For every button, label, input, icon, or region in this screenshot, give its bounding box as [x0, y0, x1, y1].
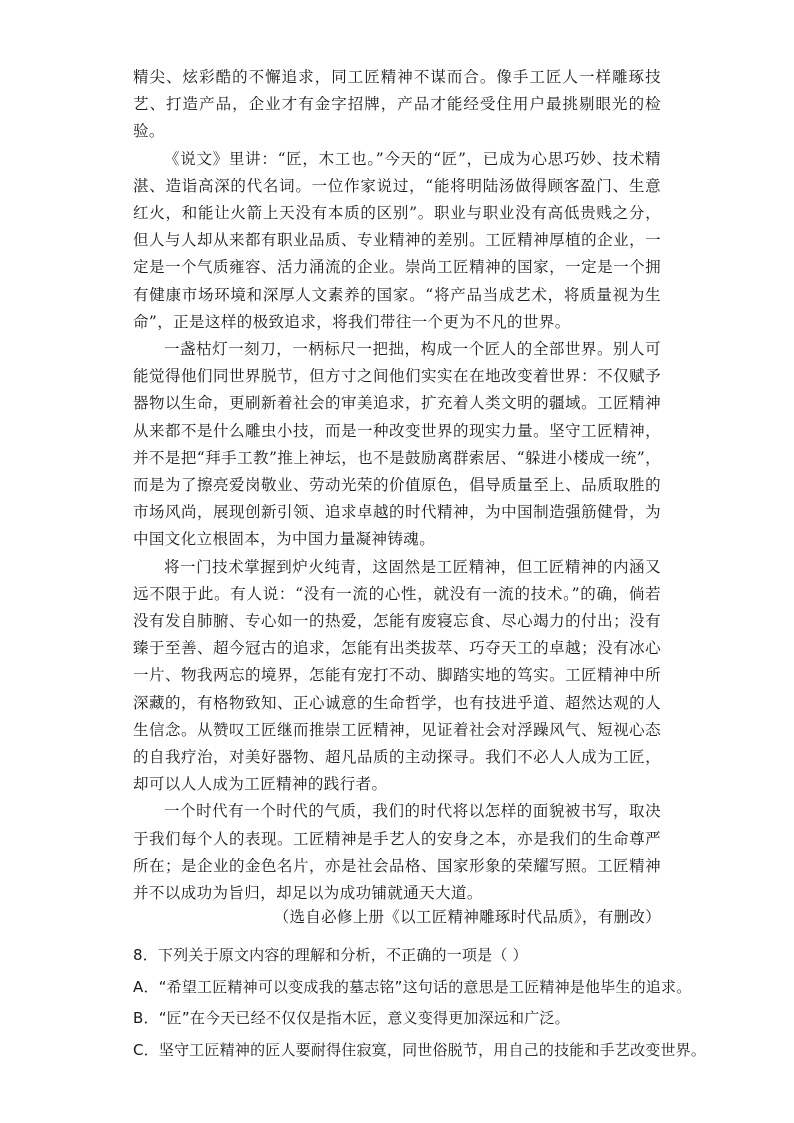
question-block — [133, 940, 707, 1066]
passage-paragraph: 一盏枯灯一刻刀，一柄标尺一把拙，构成一个匠人的全部世界。别人可能觉得他们同世界脱节，但方寸之间他们实实在在地改变着世界：不仅赋予器物以生命，更刷新着社会的审美追求，扩充着人类文明的疆域。工匠精神从来都不是什么雕虫小技，而是一种改变世界的现实力量。坚守工匠精神，并不是把“拜手工教”推上神坛，也不是鼓励离群索居、“躲进小楼成一统”，而是为了擦亮爱岗敬业、劳动光荣的价值原色，倡导质量至上、品质取胜的市场风尚，展现创新引领、追求卓越的时代精神，为中国制造强筋健骨，为中国文化立根固本，为中国力量凝神铸魂。 — [133, 340, 661, 549]
source-citation: （选自必修上册《以工匠精神雕琢时代品质》，有删改） — [273, 908, 661, 926]
passage-paragraph: 一个时代有一个时代的气质，我们的时代将以怎样的面貌被书写，取决于我们每个人的表现。工匠精神是手艺人的安身之本，亦是我们的生命尊严所在；是企业的金色名片，亦是社会品格、国家形象的荣耀写照。工匠精神并不以成功为旨归，却足以为成功铺就通天大道。 — [133, 802, 661, 903]
passage-paragraph: 《说文》里讲：“匠，木工也。”今天的“匠”，已成为心思巧妙、技术精湛、造诣高深的代名词。一位作家说过，“能将明陆汤做得顾客盈门、生意红火，和能让火箭上天没有本质的区别”。职业与职业没有高低贵贱之分，但人与人却从来都有职业品质、专业精神的差别。工匠精神厚植的企业，一定是一个气质雍容、活力涌流的企业。崇尚工匠精神的国家，一定是一个拥有健康市场环境和深厚人文素养的国家。“将产品当成艺术，将质量视为生命”，正是这样的极致追求，将我们带往一个更为不凡的世界。 — [133, 149, 661, 331]
option-b: B．“匠”在今天已经不仅仅是指木匠，意义变得更加深远和广泛。 — [133, 1009, 570, 1027]
passage-paragraph: 将一门技术掌握到炉火纯青，这固然是工匠精神，但工匠精神的内涵又远不限于此。有人说：“没有一流的心性，就没有一流的技术。”的确，倘若没有发自肺腑、专心如一的热爱，怎能有废寝忘食、尽心竭力的付出；没有臻于至善、超今冠古的追求，怎能有出类拔萃、巧夺天工的卓越；没有冰心一片、物我两忘的境界，怎能有宠打不动、脚踏实地的笃实。工匠精神中所深藏的，有格物致知、正心诚意的生命哲学，也有技进乎道、超然达观的人生信念。从赞叹工匠继而推崇工匠精神，见证着社会对浮躁风气、短视心态的自我疗治，对美好器物、超凡品质的主动探寻。我们不必人人成为工匠，却可以人人成为工匠精神的践行者。 — [133, 557, 661, 794]
reading-passage — [133, 64, 661, 907]
option-a: A．“希望工匠精神可以变成我的墓志铭”这句话的意思是工匠精神是他毕生的追求。 — [133, 977, 692, 996]
question-stem: 8．下列关于原文内容的理解和分析，不正确的一项是（ ） — [133, 946, 528, 964]
option-c: C．坚守工匠精神的匠人要耐得住寂寞，同世俗脱节，用自己的技能和手艺改变世界。 — [133, 1040, 707, 1059]
passage-paragraph: 精尖、炫彩酷的不懈追求，同工匠精神不谋而合。像手工匠人一样雕琢技艺、打造产品，企业才有金字招牌，产品才能经受住用户最挑剔眼光的检验。 — [133, 68, 661, 141]
